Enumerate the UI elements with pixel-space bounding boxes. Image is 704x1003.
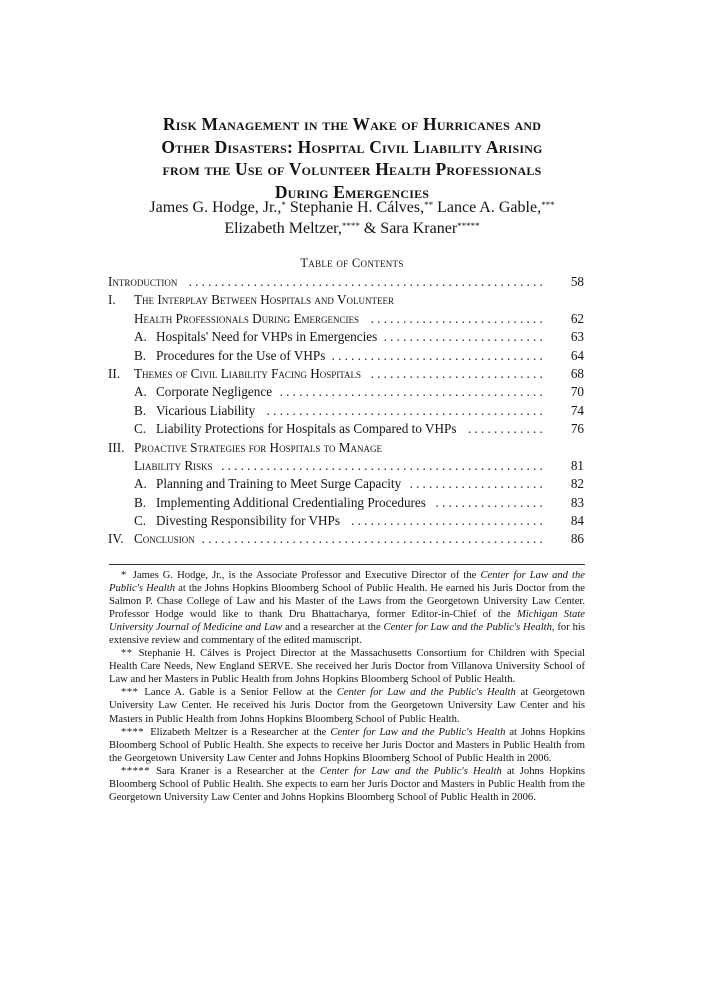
toc-entry-text: Procedures for the Use of VHPs bbox=[156, 347, 326, 363]
author-line-2 bbox=[92, 218, 612, 239]
footnote-text: at Georgetown University Law Center. He received his Juris Doctor from the Georgetown University Law Center and his Masters in Public Health from Johns Hopkins Bloomberg School of Public Health. bbox=[109, 687, 585, 725]
footnote-marker: * bbox=[121, 570, 127, 581]
toc-leader-dots: ................. bbox=[435, 494, 546, 510]
footnote-text: , for his extensive review and commentary of the edited manuscript. bbox=[109, 622, 585, 647]
author-meltzer: Elizabeth Meltzer, bbox=[224, 220, 342, 237]
toc-entry-text: Liability Protections for Hospitals as Compared to VHPs bbox=[156, 421, 457, 437]
toc-leader-dots: ........................... bbox=[370, 365, 546, 381]
toc-entry-number: A. bbox=[134, 384, 147, 400]
author-kraner: & Sara Kraner bbox=[359, 220, 458, 237]
footnote-text: and a researcher at the bbox=[282, 622, 384, 634]
toc-page-number: 86 bbox=[570, 531, 584, 547]
toc-entry[interactable] bbox=[108, 512, 584, 530]
toc-page-number: 76 bbox=[570, 421, 584, 437]
toc-entry[interactable] bbox=[108, 439, 584, 457]
title-line-4: During Emergencies bbox=[274, 181, 430, 202]
toc-entry-number: IV. bbox=[108, 531, 124, 547]
footnote-italic: Center for Law and the Public's Health bbox=[109, 570, 585, 595]
footnote-meltzer bbox=[109, 726, 585, 765]
footnote-text: Lance A. Gable is a Senior Fellow at the bbox=[144, 687, 337, 699]
toc-entry-number: B. bbox=[134, 494, 147, 510]
toc-page-number: 84 bbox=[570, 513, 584, 529]
footnote-text: Sara Kraner is a Researcher at the bbox=[155, 765, 320, 777]
toc-entry-number: C. bbox=[134, 421, 147, 437]
article-title bbox=[92, 113, 612, 203]
footnote-separator bbox=[109, 564, 585, 565]
author-list bbox=[92, 197, 612, 239]
footnote-text: James G. Hodge, Jr., is the Associate Professor and Executive Director of the bbox=[132, 570, 481, 581]
toc-entry-text: Divesting Responsibility for VHPs bbox=[156, 513, 341, 529]
toc-page-number: 81 bbox=[570, 457, 584, 473]
toc-leader-dots: ......................................... bbox=[279, 384, 546, 400]
toc-page-number: 58 bbox=[570, 274, 584, 289]
toc-entry-text: Conclusion bbox=[134, 531, 195, 547]
toc-page-number: 70 bbox=[570, 384, 584, 400]
footnote-text: at the Johns Hopkins Bloomberg School of Public Health. He earned his Juris Doctor from the Salmon P. Chase College of Law and his Master of the Laws from the Georgetown University Law Center. Professor Hodge would like to thank Dru Bhattacharya, former Editor-in-Chief of the bbox=[109, 583, 585, 621]
toc-page-number: 82 bbox=[570, 476, 584, 492]
footnote-text: at Johns Hopkins Bloomberg School of Public Health. She expects to earn her Juris Doctor and Masters in Public Health from the Georgetown University Law Center and Johns Hopkins Bloomberg School of Public Health in 2006. bbox=[109, 765, 585, 803]
footnote-hodge bbox=[109, 569, 585, 647]
footnote-kraner bbox=[109, 765, 585, 804]
toc-leader-dots: .................................................. bbox=[221, 457, 546, 473]
toc-entry-text: Liability Risks bbox=[134, 457, 213, 473]
toc-entry[interactable] bbox=[108, 328, 584, 346]
toc-page-number: 83 bbox=[570, 494, 584, 510]
footnote-text: Elizabeth Meltzer is a Researcher at the bbox=[150, 726, 331, 738]
toc-leader-dots: ....................................................... bbox=[188, 274, 546, 289]
footnote-mark-3: *** bbox=[541, 200, 555, 210]
toc-entry[interactable] bbox=[108, 475, 584, 493]
footnote-italic: Center for Law and the Public's Health bbox=[336, 687, 516, 699]
toc-entry-number: I. bbox=[108, 292, 116, 308]
toc-entry-text: The Interplay Between Hospitals and Volunteer bbox=[134, 292, 394, 308]
toc-entry-number: A. bbox=[134, 476, 147, 492]
toc-entry-number: A. bbox=[134, 329, 147, 345]
title-line-2: Other Disasters: Hospital Civil Liability Arising bbox=[161, 136, 543, 157]
toc-entry-text: Introduction bbox=[108, 274, 178, 289]
footnote-mark-5: ***** bbox=[457, 221, 480, 231]
toc-entry[interactable] bbox=[108, 494, 584, 512]
footnote-marker: *** bbox=[121, 687, 139, 699]
toc-entry-number: B. bbox=[134, 347, 147, 363]
toc-entry[interactable] bbox=[108, 310, 584, 328]
toc-entry-text: Hospitals' Need for VHPs in Emergencies bbox=[156, 329, 378, 345]
author-line-1 bbox=[92, 197, 612, 218]
footnote-calves bbox=[109, 647, 585, 686]
toc-entry[interactable] bbox=[108, 383, 584, 401]
toc-entry-number: III. bbox=[108, 439, 125, 455]
footnotes bbox=[109, 569, 585, 804]
toc-entry[interactable] bbox=[108, 457, 584, 475]
toc-leader-dots: ............ bbox=[468, 421, 546, 437]
toc-entry-number: II. bbox=[108, 365, 121, 381]
toc-entry-text: Implementing Additional Credentialing Procedures bbox=[156, 494, 426, 510]
toc-page-number: 64 bbox=[570, 347, 584, 363]
toc-entry-text: Planning and Training to Meet Surge Capacity bbox=[156, 476, 402, 492]
toc-leader-dots: ..................................................... bbox=[201, 531, 546, 547]
toc-leader-dots: ......................... bbox=[383, 329, 546, 345]
footnote-italic: Center for Law and the Public's Health bbox=[383, 622, 552, 634]
toc-leader-dots: ..................... bbox=[409, 476, 546, 492]
footnote-mark-4: **** bbox=[341, 221, 360, 231]
author-gable: Lance A. Gable, bbox=[433, 199, 542, 216]
footnote-marker: ***** bbox=[121, 765, 150, 777]
toc-entry-text: Themes of Civil Liability Facing Hospitals bbox=[134, 365, 362, 381]
toc-entry[interactable] bbox=[108, 347, 584, 365]
footnote-mark-1: * bbox=[281, 200, 286, 210]
title-line-1: Risk Management in the Wake of Hurricanes and bbox=[162, 114, 542, 134]
toc-page-number: 63 bbox=[570, 329, 584, 345]
footnote-italic: Center for Law and the Public's Health bbox=[330, 726, 506, 738]
toc-entry-number: B. bbox=[134, 402, 147, 418]
title-line-3: from the Use of Volunteer Health Professionals bbox=[162, 159, 542, 179]
toc-entry-text: Corporate Negligence bbox=[156, 384, 273, 400]
footnote-italic: Center for Law and the Public's Health bbox=[319, 765, 502, 777]
toc-entry-text: Proactive Strategies for Hospitals to Manage bbox=[134, 439, 383, 455]
toc-leader-dots: ........................................... bbox=[266, 402, 546, 418]
toc-entry[interactable] bbox=[108, 273, 584, 291]
footnote-text: Stephanie H. Cálves is Project Director at the Massachusetts Consortium for Children with Special Health Care Needs, New England SERVE. She received her Juris Doctor from Villanova University School of Law and her Masters in Public Health from Johns Hopkins Bloomberg School of Public Health. bbox=[109, 648, 585, 686]
toc-entry[interactable] bbox=[108, 420, 584, 438]
toc-page-number: 68 bbox=[570, 365, 584, 381]
footnote-marker: ** bbox=[121, 648, 133, 660]
author-hodge: James G. Hodge, Jr., bbox=[149, 199, 282, 216]
toc-page-number: 62 bbox=[570, 310, 584, 326]
footnote-italic: Michigan State University Journal of Medicine and Law bbox=[109, 609, 585, 634]
table-of-contents bbox=[108, 273, 584, 549]
toc-leader-dots: ........................... bbox=[370, 310, 546, 326]
toc-entry[interactable] bbox=[108, 402, 584, 420]
toc-heading: Table of Contents bbox=[300, 256, 404, 270]
toc-entry-text: Vicarious Liability bbox=[156, 402, 256, 418]
toc-entry-text: Health Professionals During Emergencies bbox=[134, 310, 360, 326]
toc-entry[interactable] bbox=[108, 365, 584, 383]
footnote-marker: **** bbox=[121, 726, 145, 738]
footnote-gable bbox=[109, 686, 585, 725]
toc-leader-dots: .............................. bbox=[351, 513, 546, 529]
toc-page-number: 74 bbox=[570, 402, 584, 418]
toc-entry-number: C. bbox=[134, 513, 147, 529]
toc-entry[interactable] bbox=[108, 291, 584, 309]
author-calves: Stephanie H. Cálves, bbox=[285, 199, 425, 216]
footnote-mark-2: ** bbox=[424, 200, 434, 210]
footnote-text: at Johns Hopkins Bloomberg School of Public Health. She expects to receive her Juris Doctor and Masters in Public Health from the Georgetown University Law Center and Johns Hopkins Bloomberg School of Public Health in 2006. bbox=[109, 726, 585, 764]
toc-leader-dots: ................................. bbox=[331, 347, 546, 363]
toc-entry[interactable] bbox=[108, 530, 584, 548]
